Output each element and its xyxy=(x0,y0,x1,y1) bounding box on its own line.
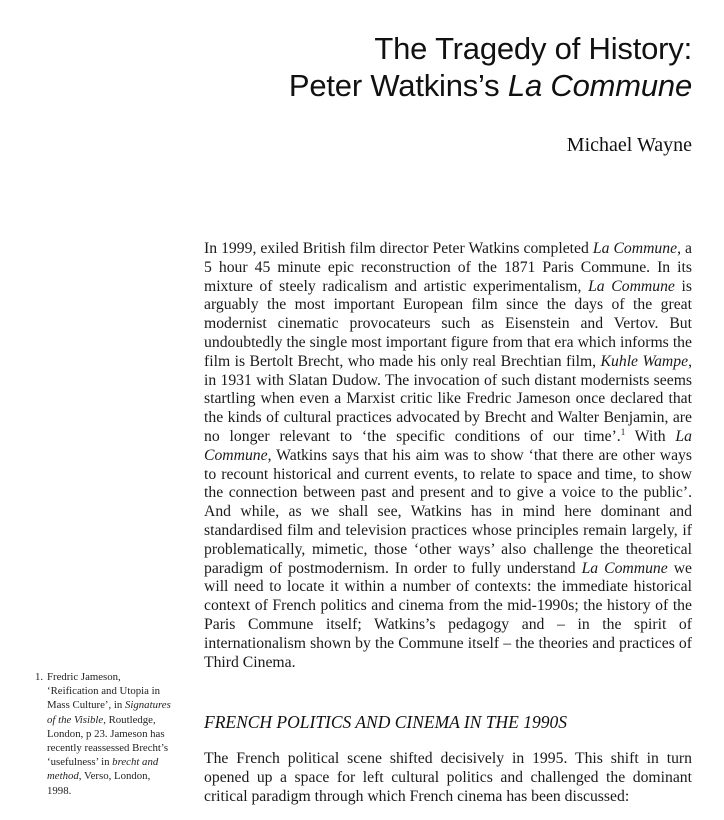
author-name: Michael Wayne xyxy=(566,134,692,156)
title-line-2-prefix: Peter Watkins’s xyxy=(288,68,508,103)
italic-text: La Commune xyxy=(581,559,668,577)
article-title xyxy=(289,30,692,104)
italic-text: La Commune xyxy=(588,277,675,295)
title-line-2 xyxy=(289,67,692,104)
body-paragraph-1: In 1999, exiled British film director Peter Watkins completed La Commune, a 5 hour 45 minute epic reconstruction of the 1871 Paris Commune. In its mixture of steely radicalism and artistic experimentalism, La Commune is arguably the most important European film since the days of the great modernist cinematic provocateurs such as Eisenstein and Vertov. But undoubtedly the single most important figure from that era which informs the film is Bertolt Brecht, who made his only real Brechtian film, Kuhle Wampe, in 1931 with Slatan Dudow. The invocation of such distant modernists seems startling when even a Marxist critic like Fredric Jameson once declared that the kinds of cultural practices advocated by Brecht and Walter Benjamin, are no longer relevant to ‘the specific conditions of our time’.$^1$ With La Commune, Watkins says that his aim was to show ‘that there are other ways to recount historical and current events, to relate to space and time, to show the connection between past and present and to give a voice to the public’. And while, as we shall see, Watkins has in mind here dominant and standardised film and television practices whose principles remain largely, if problematically, mimetic, those ‘other ways’ also challenge the theoretical paradigm of postmodernism. In order to fully understand La Commune we will need to locate it within a number of contexts: the immediate historical context of French politics and cinema from the mid-1990s; the history of the Paris Commune itself; Watkins’s pedagogy and – in the spirit of internationalism shown by the Commune itself – the theories and practices of Third Cinema. xyxy=(204,240,693,671)
title-film-name: La Commune xyxy=(507,68,692,103)
italic-text: La Commune xyxy=(204,427,692,464)
italic-text: La Commune xyxy=(592,240,678,257)
body-paragraph-2: The French political scene shifted decisively in 1995. This shift in turn opened up a space for left cultural politics and challenged the dominant critical paradigm through which French cinema has been discussed: xyxy=(204,750,692,805)
italic-text: Signatures of the Visible xyxy=(47,699,171,726)
footnote-number: 1. xyxy=(35,671,44,683)
footnote-1 xyxy=(35,670,175,798)
italic-text: Kuhle Wampe xyxy=(600,352,689,370)
italic-text: brecht and method xyxy=(47,756,159,783)
footnote-text: Fredric Jameson, ‘Reification and Utopia in Mass Culture’, in Signatures of the Visible, Routledge, London, p 23. Jameson has recently reassessed Brecht’s ‘usefulness’ in brecht and method, Verso, London, 1998. xyxy=(47,671,171,797)
title-line-1: The Tragedy of History: xyxy=(374,31,692,66)
footnote-reference[interactable]: 1 xyxy=(620,426,626,437)
section-heading: FRENCH POLITICS AND CINEMA IN THE 1990S xyxy=(204,712,567,732)
